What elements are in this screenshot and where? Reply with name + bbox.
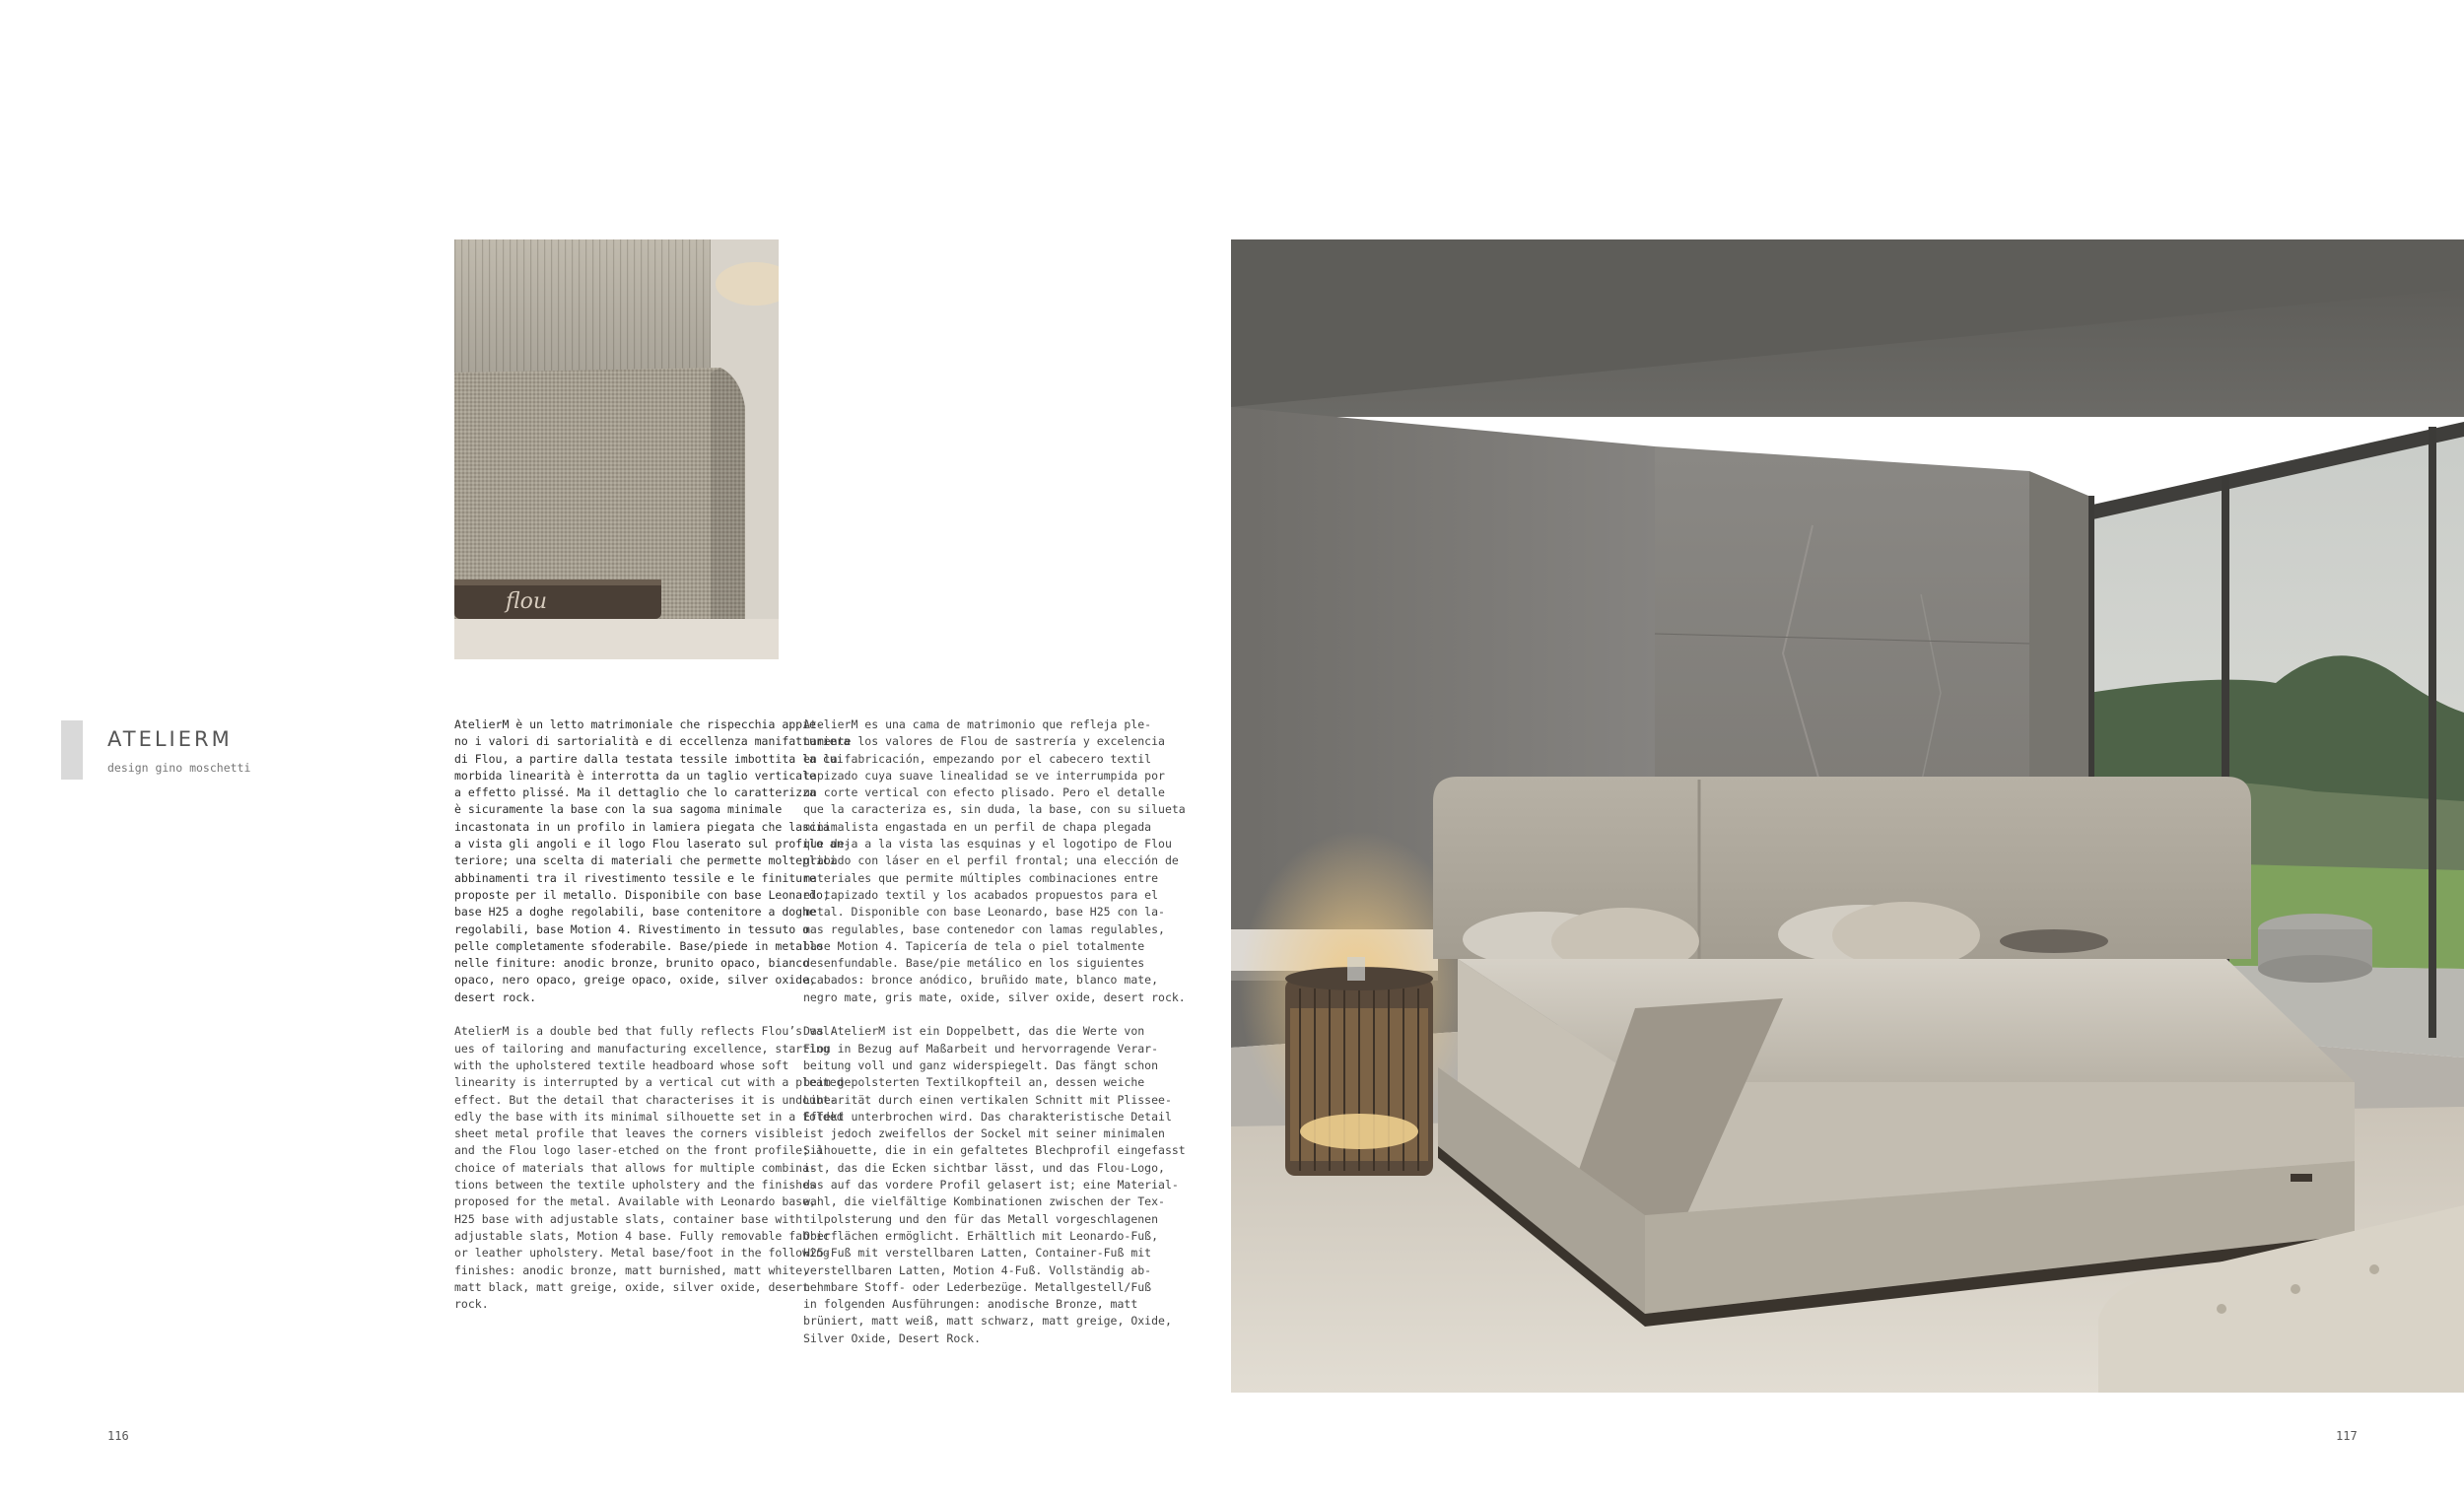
german-line: Flou in Bezug auf Maßarbeit und hervorragende Verar-: [803, 1041, 1159, 1056]
designer-credit: design gino moschetti: [107, 761, 251, 775]
title-accent-bar: [61, 720, 83, 780]
spanish-line: base Motion 4. Tapicería de tela o piel totalmente: [803, 938, 1145, 953]
english-line: AtelierM is a double bed that fully reflects Flou’s val-: [454, 1024, 837, 1039]
english-line: or leather upholstery. Metal base/foot in the following: [454, 1246, 830, 1261]
spanish-line: namente los valores de Flou de sastrería y excelencia: [803, 734, 1165, 749]
english-line: choice of materials that allows for multiple combina-: [454, 1160, 816, 1175]
german-line: Oberflächen ermöglicht. Erhältlich mit Leonardo-Fuß,: [803, 1228, 1159, 1243]
german-line: ist, das die Ecken sichtbar lässt, und das Flou-Logo,: [803, 1160, 1165, 1175]
spanish-line: que deja a la vista las esquinas y el logotipo de Flou: [803, 837, 1172, 852]
spanish-line: un corte vertical con efecto plisado. Pero el detalle: [803, 785, 1165, 800]
bedroom-photo: [1231, 239, 2464, 1393]
italian-line: desert rock.: [454, 989, 537, 1004]
english-line: and the Flou logo laser-etched on the front profile; a: [454, 1143, 823, 1158]
spanish-line: acabados: bronce anódico, bruñido mate, blanco mate,: [803, 973, 1159, 988]
spanish-line: desenfundable. Base/pie metálico en los siguientes: [803, 956, 1145, 971]
german-line: wahl, die vielfältige Kombinationen zwischen der Tex-: [803, 1194, 1165, 1209]
spanish-line: metal. Disponible con base Leonardo, base H25 con la-: [803, 905, 1165, 920]
german-line: Effekt unterbrochen wird. Das charakteristische Detail: [803, 1109, 1172, 1124]
italian-line: incastonata in un profilo in lamiera piegata che lascia: [454, 819, 830, 834]
english-line: proposed for the metal. Available with Leonardo base,: [454, 1194, 816, 1209]
italian-line: regolabili, base Motion 4. Rivestimento in tessuto o: [454, 921, 810, 936]
italian-line: teriore; una scelta di materiali che permette molteplici: [454, 853, 837, 868]
english-line: sheet metal profile that leaves the corners visible: [454, 1126, 803, 1141]
spanish-line: en la fabricación, empezando por el cabecero textil: [803, 751, 1152, 766]
english-line: edly the base with its minimal silhouette set in a folded: [454, 1109, 844, 1124]
english-line: adjustable slats, Motion 4 base. Fully removable fabric: [454, 1228, 830, 1243]
spanish-line: AtelierM es una cama de matrimonio que refleja ple-: [803, 717, 1152, 731]
german-line: das auf das vordere Profil gelasert ist; eine Material-: [803, 1178, 1179, 1193]
german-line: H25-Fuß mit verstellbaren Latten, Container-Fuß mit: [803, 1246, 1152, 1261]
italian-line: a vista gli angoli e il logo Flou laserato sul profilo an-: [454, 837, 851, 852]
german-line: nehmbare Stoff- oder Lederbezüge. Metallgestell/Fuß: [803, 1279, 1152, 1294]
german-line: Silhouette, die in ein gefaltetes Blechprofil eingefasst: [803, 1143, 1186, 1158]
german-line: tilpolsterung und den für das Metall vorgeschlagenen: [803, 1211, 1159, 1226]
spanish-line: minimalista engastada en un perfil de chapa plegada: [803, 819, 1152, 834]
german-line: Silver Oxide, Desert Rock.: [803, 1330, 982, 1345]
spanish-line: negro mate, gris mate, oxide, silver oxide, desert rock.: [803, 989, 1186, 1004]
english-line: effect. But the detail that characterises it is undoubt-: [454, 1092, 837, 1107]
italian-line: abbinamenti tra il rivestimento tessile e le finiture: [454, 870, 816, 885]
italian-line: base H25 a doghe regolabili, base contenitore a doghe: [454, 905, 816, 920]
italian-line: nelle finiture: anodic bronze, brunito opaco, bianco: [454, 956, 810, 971]
page-number-left: 116: [107, 1429, 129, 1443]
german-line: verstellbaren Latten, Motion 4-Fuß. Vollständig ab-: [803, 1262, 1152, 1277]
italian-line: morbida linearità è interrotta da un taglio verticale: [454, 768, 816, 783]
english-line: finishes: anodic bronze, matt burnished, matt white,: [454, 1262, 810, 1277]
german-text: [803, 1023, 1186, 1347]
flou-logo: flou: [506, 589, 548, 614]
spanish-text: [803, 716, 1186, 1006]
german-line: in folgenden Ausführungen: anodische Bronze, matt: [803, 1297, 1138, 1312]
text-column-left: [454, 716, 851, 1313]
italian-line: a effetto plissé. Ma il dettaglio che lo caratterizza: [454, 785, 816, 800]
german-line: beim gepolsterten Textilkopfteil an, dessen weiche: [803, 1075, 1145, 1090]
english-line: linearity is interrupted by a vertical cut with a pleated: [454, 1075, 844, 1090]
german-line: Linearität durch einen vertikalen Schnitt mit Plissee-: [803, 1092, 1172, 1107]
german-line: beitung voll und ganz widerspiegelt. Das fängt schon: [803, 1057, 1159, 1072]
italian-line: pelle completamente sfoderabile. Base/piede in metallo: [454, 938, 823, 953]
text-column-right: [803, 716, 1186, 1347]
english-text: [454, 1023, 844, 1313]
spanish-line: que la caracteriza es, sin duda, la base, con su silueta: [803, 802, 1186, 817]
german-line: brüniert, matt weiß, matt schwarz, matt greige, Oxide,: [803, 1314, 1172, 1329]
spanish-line: materiales que permite múltiples combinaciones entre: [803, 870, 1159, 885]
english-line: with the upholstered textile headboard whose soft: [454, 1057, 789, 1072]
german-line: Das AtelierM ist ein Doppelbett, das die Werte von: [803, 1024, 1145, 1039]
page-number-right: 117: [2336, 1429, 2358, 1443]
spanish-line: grabado con láser en el perfil frontal; una elección de: [803, 853, 1179, 868]
product-title: ATELIERM: [107, 727, 233, 751]
english-line: tions between the textile upholstery and the finishes: [454, 1178, 816, 1193]
italian-line: di Flou, a partire dalla testata tessile imbottita la cui: [454, 751, 844, 766]
italian-line: opaco, nero opaco, greige opaco, oxide, silver oxide,: [454, 973, 816, 988]
spanish-line: tapizado cuya suave linealidad se ve interrumpida por: [803, 768, 1165, 783]
italian-line: AtelierM è un letto matrimoniale che rispecchia appie-: [454, 717, 823, 731]
english-line: ues of tailoring and manufacturing excellence, starting: [454, 1041, 830, 1056]
italian-text: [454, 716, 851, 1006]
spanish-line: el tapizado textil y los acabados propuestos para el: [803, 887, 1159, 902]
english-line: rock.: [454, 1297, 489, 1312]
english-line: matt black, matt greige, oxide, silver oxide, desert: [454, 1279, 810, 1294]
italian-line: no i valori di sartorialità e di eccellenza manifatturiera: [454, 734, 851, 749]
bed-base-detail-photo: [454, 239, 779, 659]
italian-line: proposte per il metallo. Disponibile con base Leonardo,: [454, 887, 830, 902]
english-line: H25 base with adjustable slats, container base with: [454, 1211, 803, 1226]
italian-line: è sicuramente la base con la sua sagoma minimale: [454, 802, 783, 817]
german-line: ist jedoch zweifellos der Sockel mit seiner minimalen: [803, 1126, 1165, 1141]
spanish-line: mas regulables, base contenedor con lamas regulables,: [803, 921, 1165, 936]
